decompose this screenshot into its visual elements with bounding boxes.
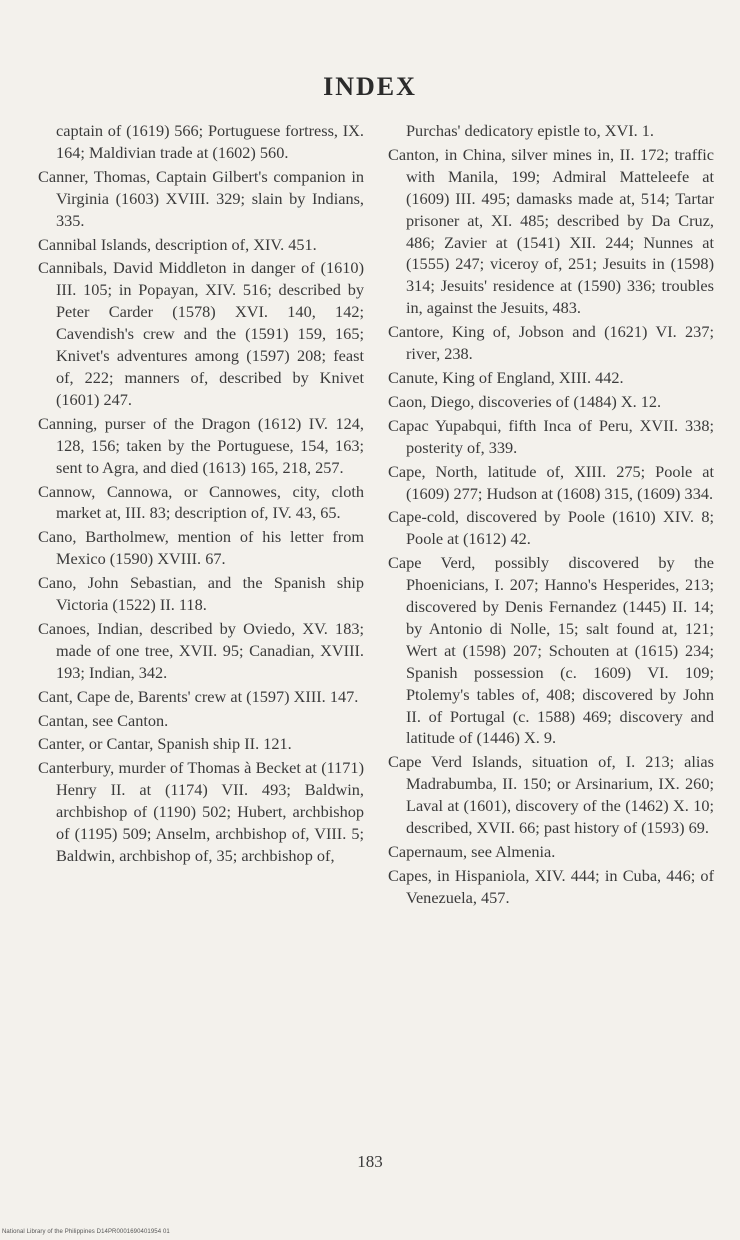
index-entry: Canning, purser of the Dragon (1612) IV. 124, 128, 156; taken by the Portuguese, 154, 163; sent to Agra, and died (1613) 165, 218, 257.	[38, 413, 364, 477]
page-title: INDEX	[323, 72, 417, 101]
index-column-left	[38, 120, 364, 869]
index-entry: Canoes, Indian, described by Oviedo, XV. 183; made of one tree, XVII. 95; Canadian, XVIII. 193; Indian, 342.	[38, 618, 364, 682]
index-entry: Cannibal Islands, description of, XIV. 451.	[38, 234, 317, 254]
index-entry: Canner, Thomas, Captain Gilbert's companion in Virginia (1603) XVIII. 329; slain by Indians, 335.	[38, 166, 364, 230]
index-entry: Cape, North, latitude of, XIII. 275; Poole at (1609) 277; Hudson at (1608) 315, (1609) 334.	[388, 461, 714, 503]
index-entry: Cano, John Sebastian, and the Spanish ship Victoria (1522) II. 118.	[38, 573, 364, 615]
index-entry: Cape Verd Islands, situation of, I. 213; alias Madrabumba, II. 150; or Arsinarium, IX. 260; Laval at (1601), discovery of the (1462) X. 10; described, XVII. 66; past history of (1593) 69.	[388, 752, 714, 838]
page-number: 183	[357, 1152, 383, 1171]
index-entry: Canterbury, murder of Thomas à Becket at (1171) Henry II. at (1174) VII. 493; Baldwin, archbishop of (1190) 502; Hubert, archbishop of (1195) 509; Anselm, archbishop of, VIII. 5; Baldwin, archbishop of, 35; archbishop of,	[38, 758, 364, 865]
index-entry: Capac Yupabqui, fifth Inca of Peru, XVII. 338; posterity of, 339.	[388, 415, 714, 457]
index-entry: Purchas' dedicatory epistle to, XVI. 1.	[406, 121, 654, 140]
index-entry: Canute, King of England, XIII. 442.	[388, 367, 624, 387]
index-entry: Capes, in Hispaniola, XIV. 444; in Cuba, 446; of Venezuela, 457.	[388, 865, 714, 907]
index-entry: Cantore, King of, Jobson and (1621) VI. 237; river, 238.	[388, 322, 714, 364]
library-footer: National Library of the Philippines D14PR0001690401954 01	[2, 1229, 170, 1235]
index-entry: Cape-cold, discovered by Poole (1610) XIV. 8; Poole at (1612) 42.	[388, 507, 714, 549]
index-entry: Caon, Diego, discoveries of (1484) X. 12.	[388, 391, 662, 411]
index-column-right	[388, 120, 714, 911]
index-entry: Canter, or Cantar, Spanish ship II. 121.	[38, 734, 292, 754]
index-entry: Cape Verd, possibly discovered by the Phoenicians, I. 207; Hanno's Hesperides, 213; discovered by Denis Fernandez (1445) II. 14; by Antonio di Nolle, 15; salt found at, 121; Wert at (1598) 207; Schouten at (1615) 234; Spanish possession (c. 1609) VI. 109; Ptolemy's tables of, 408; discovered by John II. of Portugal (c. 1588) 469; discovery and latitude of (1446) X. 9.	[388, 553, 714, 748]
index-entry: Capernaum, see Almenia.	[388, 842, 556, 861]
index-entry: Cano, Bartholmew, mention of his letter from Mexico (1590) XVIII. 67.	[38, 527, 364, 569]
index-entry: Cannibals, David Middleton in danger of (1610) III. 105; in Popayan, XIV. 516; described by Peter Carder (1578) XVI. 140, 142; Cavendish's crew and the (1591) 159, 165; Knivet's adventures among (1597) 208; feast of, 222; manners of, described by Knivet (1601) 247.	[38, 258, 364, 409]
index-entry: captain of (1619) 566; Portuguese fortress, IX. 164; Maldivian trade at (1602) 560.	[56, 121, 364, 162]
index-entry: Cantan, see Canton.	[38, 710, 169, 730]
index-entry: Canton, in China, silver mines in, II. 172; traffic with Manila, 199; Admiral Matteleefe at (1609) III. 495; damasks made at, 514; Tartar prisoner at, XI. 485; described by Da Cruz, 486; Zavier at (1541) XII. 244; Nunnes at (1555) 247; viceroy of, 251; Jesuits in (1598) 314; Jesuits' residence at (1590) 336; troubles in, against the Jesuits, 483.	[388, 144, 714, 318]
index-entry: Cant, Cape de, Barents' crew at (1597) XIII. 147.	[38, 686, 359, 706]
index-entry: Cannow, Cannowa, or Cannowes, city, cloth market at, III. 83; description of, IV. 43, 65.	[38, 481, 364, 523]
